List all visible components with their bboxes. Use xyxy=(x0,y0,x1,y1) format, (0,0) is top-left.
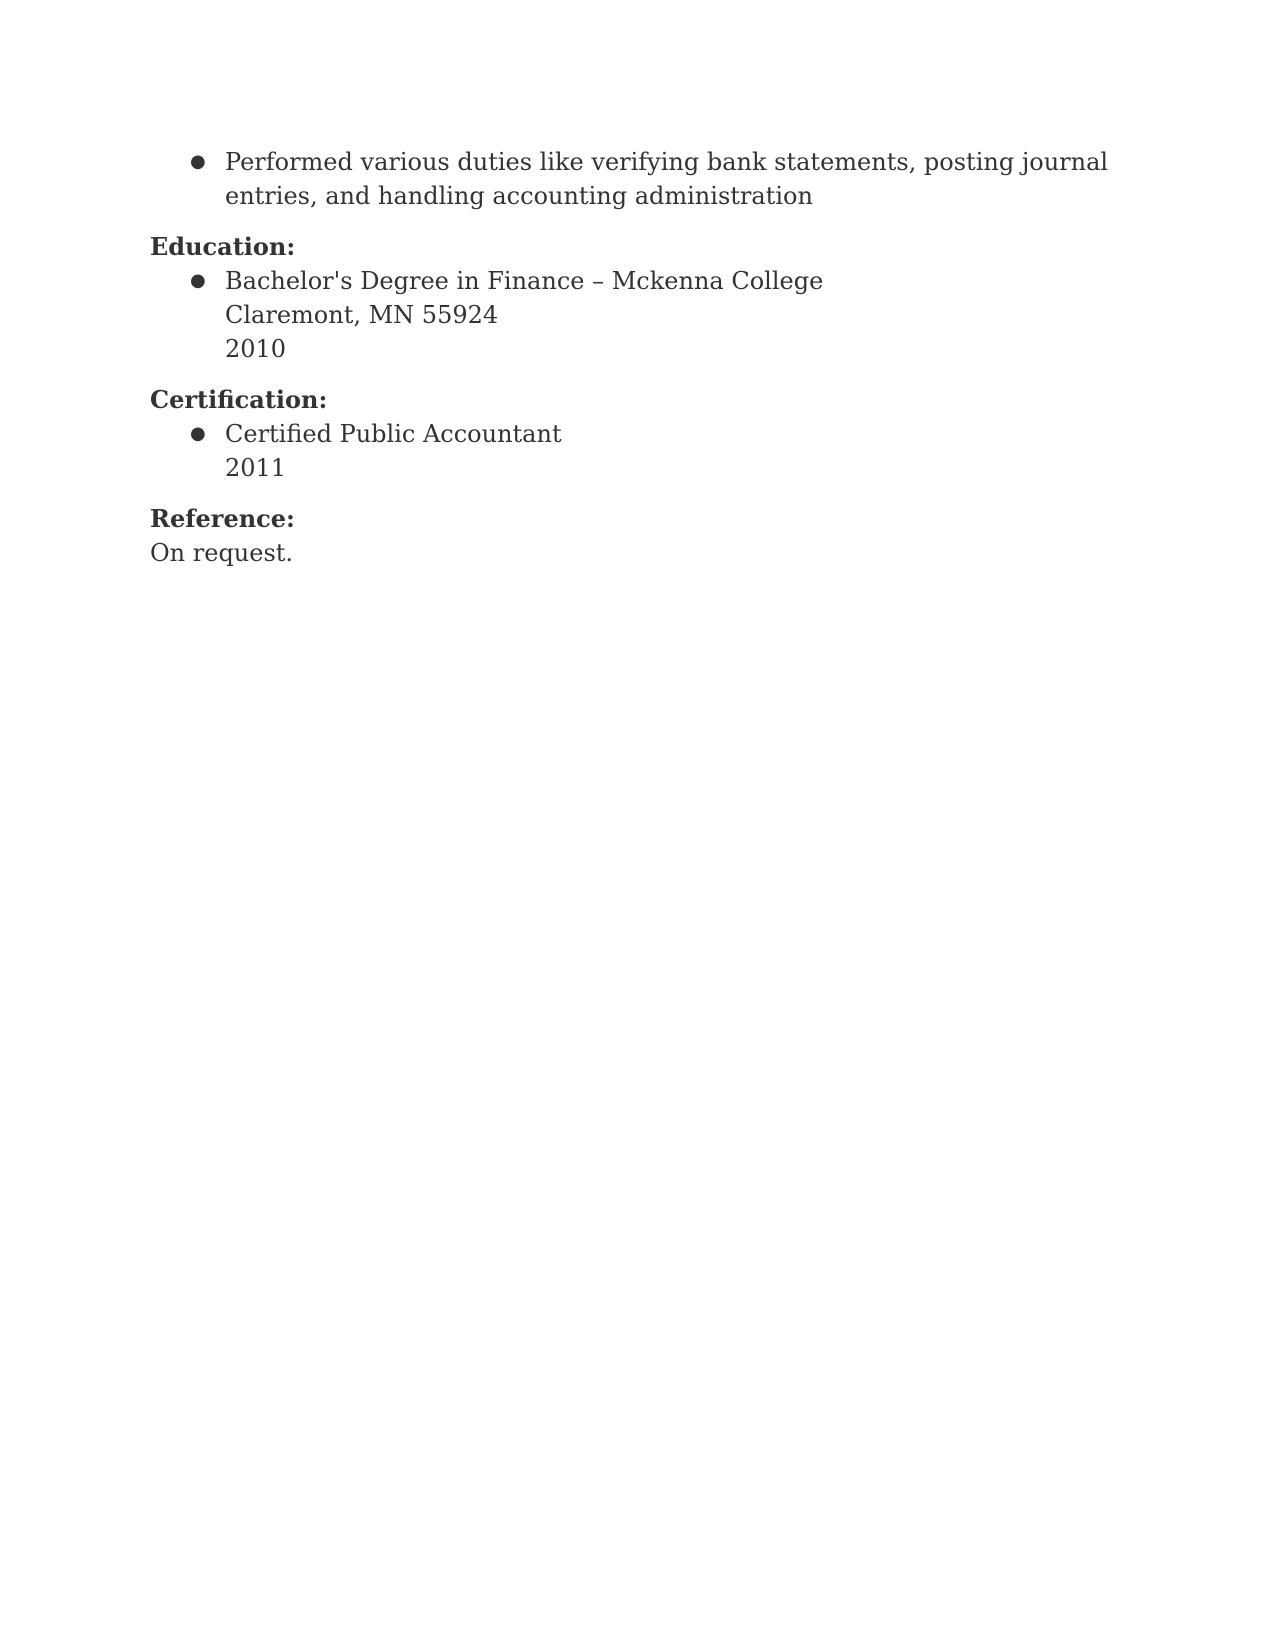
education-list xyxy=(150,264,1130,366)
certification-item xyxy=(150,417,1130,485)
education-item xyxy=(150,264,1130,366)
education-degree: Bachelor's Degree in Finance – Mckenna College xyxy=(225,267,824,295)
certification-year: 2011 xyxy=(225,454,287,482)
experience-bullet-item xyxy=(150,145,1130,213)
reference-heading: Reference: xyxy=(150,504,295,533)
education-location: Claremont, MN 55924 xyxy=(225,301,499,329)
bullet-icon: ● xyxy=(190,151,206,172)
bullet-icon: ● xyxy=(190,270,206,291)
education-year: 2010 xyxy=(225,335,287,363)
certification-list xyxy=(150,417,1130,485)
resume-content xyxy=(150,145,1130,570)
experience-bullet-text: Performed various duties like verifying bank statements, posting journal entries, and handling accounting administration xyxy=(225,148,1109,210)
certification-title: Certified Public Accountant xyxy=(225,420,562,448)
education-heading: Education: xyxy=(150,232,296,261)
bullet-icon: ● xyxy=(190,423,206,444)
reference-text: On request. xyxy=(150,539,294,567)
certification-heading: Certification: xyxy=(150,385,328,414)
experience-bullet-list xyxy=(150,145,1130,213)
